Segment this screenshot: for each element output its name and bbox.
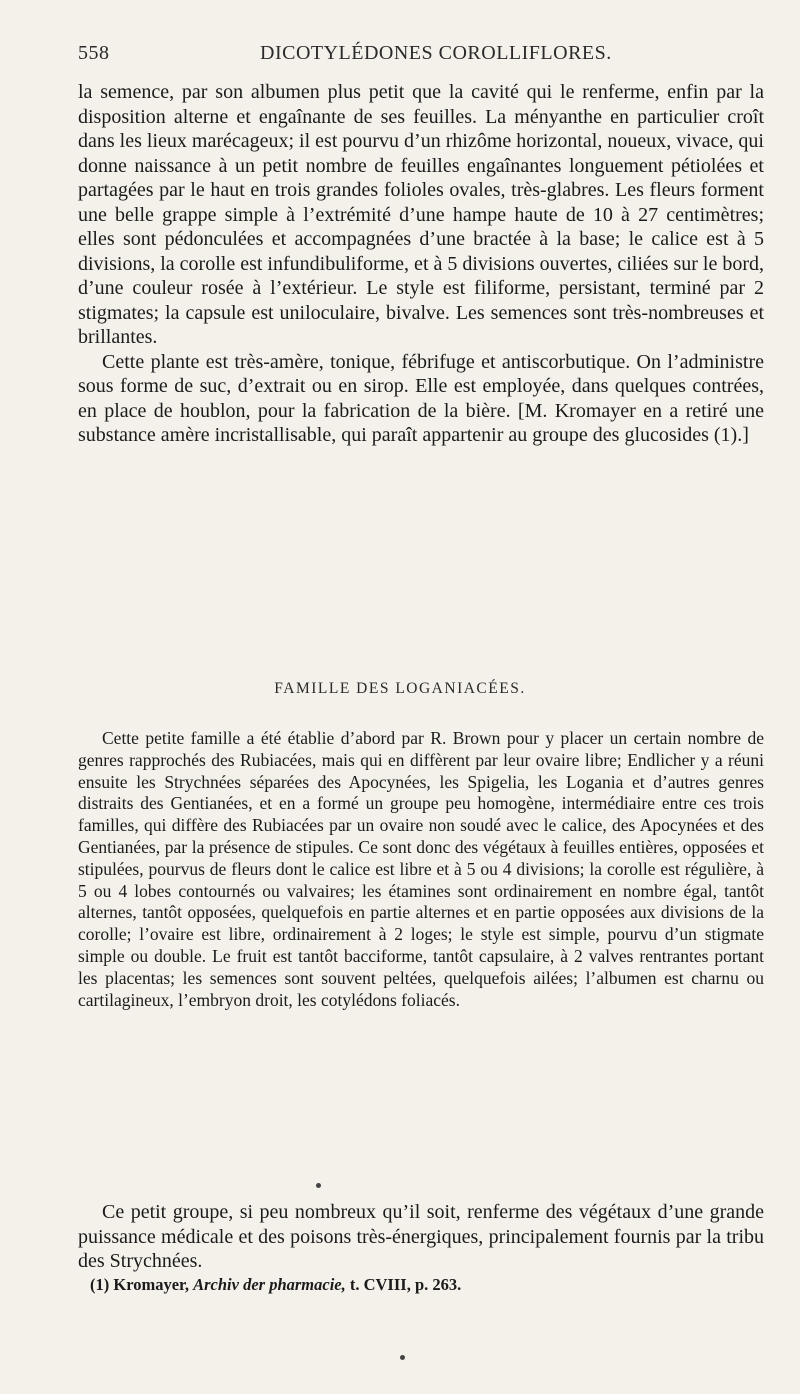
running-title: DICOTYLÉDONES COROLLIFLORES. — [260, 42, 612, 64]
page-header — [78, 42, 760, 65]
body-paragraph-2: Cette plante est très-amère, tonique, fébrifuge et antiscorbutique. On l’administre sous forme de suc, d’extrait ou en sirop. Elle est employée, dans quelques contrées, en place de houblon, pour la fabrication de la bière. [M. Kromayer en a retiré une substance amère incristallisable, qui paraît appartenir au groupe des glucosides (1).] — [78, 350, 764, 446]
body-paragraph-1: la semence, par son albumen plus petit que la cavité qui le renferme, enfin par la disposition alterne et engaînante de ses feuilles. La ményanthe en particulier croît dans les lieux marécageux; il est pourvu d’un rhizôme horizontal, noueux, vivace, qui donne naissance à un petit nombre de feuilles engaînantes longuement pétiolées et partagées par le haut en trois grandes folioles ovales, très-glabres. Les fleurs forment une belle grappe simple à l’extrémité d’une hampe haute de 10 à 27 centimètres; elles sont pédonculées et accompagnées d’une bractée à la base; le calice est à 5 divisions, la corolle est infundibuliforme, et à 5 divisions ouvertes, ciliées sur le bord, d’une couleur rosée à l’extérieur. Le style est filiforme, persistant, terminé par 2 stigmates; la capsule est uniloculaire, bivalve. Les semences sont très-nombreuses et brillantes. — [78, 81, 764, 348]
footnote-marker: (1) Kromayer, — [90, 1275, 189, 1294]
page-number: 558 — [78, 42, 110, 64]
print-dot — [316, 1183, 321, 1188]
print-dot — [400, 1355, 405, 1360]
section-paragraph-1: Cette petite famille a été établie d’abord par R. Brown pour y placer un certain nombre de genres rapprochés des Rubiacées, mais qui en diffèrent par leur ovaire libre; Endlicher y a réuni ensuite les Strychnées séparées des Apocynées, les Spigelia, les Logania et d’autres genres distraits des Gentianées, et en a formé un groupe peu homogène, intermédiaire entre ces trois familles, qui diffère des Rubiacées par un ovaire non soudé avec le calice, des Apocynées et des Gentianées, par la présence de stipules. Ce sont donc des végétaux à feuilles entières, opposées et stipulées, pourvus de fleurs dont le calice est libre et à 5 ou 4 divisions; la corolle est régulière, à 5 ou 4 lobes contournés ou valvaires; les étamines sont ordinairement en nombre égal, tantôt alternes, tantôt opposées, quelquefois en partie alternes et en partie opposées aux divisions de la corolle; l’ovaire est libre, ordinairement à 2 loges; le style est simple, pourvu d’un stigmate simple ou double. Le fruit est tantôt bacciforme, tantôt capsulaire, à 2 valves rentrantes portant les placentas; les semences sont souvent peltées, quelquefois ailées; l’albumen est charnu ou cartilagineux, l’embryon droit, les cotylédons foliacés. — [78, 728, 764, 1010]
footnote-source: Archiv der pharmacie, — [193, 1275, 346, 1294]
section-paragraph-2: Ce petit groupe, si peu nombreux qu’il soit, renferme des végétaux d’une grande puissance médicale et des poisons très-énergiques, principalement fournis par la tribu des Strychnées. — [78, 1201, 764, 1272]
body-text — [78, 80, 764, 448]
footnote — [90, 1275, 760, 1295]
section-heading: FAMILLE DES LOGANIACÉES. — [274, 680, 526, 697]
footnote-detail: t. CVIII, p. 263. — [349, 1275, 462, 1294]
